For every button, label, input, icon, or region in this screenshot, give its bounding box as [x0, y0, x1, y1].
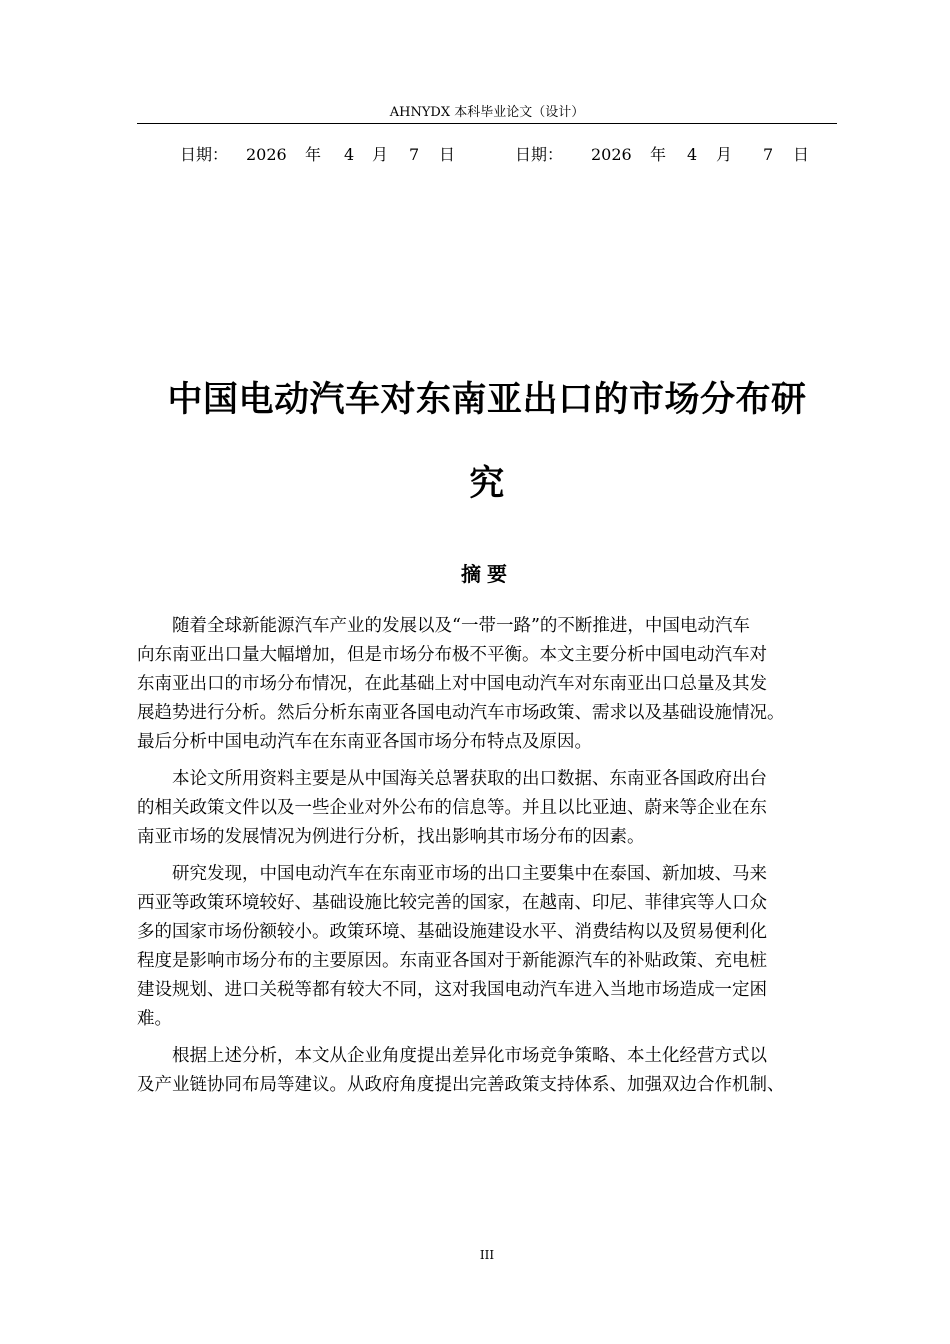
text-line: 向东南亚出口量大幅增加，但是市场分布极不平衡。本文主要分析中国电动汽车对	[137, 645, 767, 665]
date-day-unit: 日	[439, 145, 456, 164]
date-month-unit: 月	[372, 145, 389, 164]
thesis-title	[137, 358, 837, 526]
abstract-paragraph-3	[137, 860, 837, 1034]
text-line: 多的国家市场份额较小。政策环境、基础设施建设水平、消费结构以及贸易便利化	[137, 922, 767, 942]
date-day: 7	[409, 145, 420, 164]
page-number: III	[479, 1248, 495, 1262]
date-year: 2026	[591, 145, 632, 164]
date-day: 7	[763, 145, 774, 164]
abstract-body	[137, 612, 837, 1108]
text-line: 展趋势进行分析。然后分析东南亚各国电动汽车市场政策、需求以及基础设施情况。	[137, 703, 785, 723]
date-month: 4	[687, 145, 698, 164]
text-line: 程度是影响市场分布的主要原因。东南亚各国对于新能源汽车的补贴政策、充电桩	[137, 951, 767, 971]
date-year-unit: 年	[650, 145, 667, 164]
date-year-unit: 年	[305, 145, 322, 164]
date-row-right	[0, 144, 810, 166]
text-line: 研究发现，中国电动汽车在东南亚市场的出口主要集中在泰国、新加坡、马来	[172, 864, 767, 884]
header-rule	[137, 123, 837, 124]
text-line: 最后分析中国电动汽车在东南亚各国市场分布特点及原因。	[137, 732, 592, 752]
text-line: 建设规划、进口关税等都有较大不同，这对我国电动汽车进入当地市场造成一定困	[137, 980, 767, 1000]
abstract-heading: 摘要	[461, 562, 513, 586]
date-month-unit: 月	[716, 145, 733, 164]
text-line: 难。	[137, 1009, 172, 1029]
text-line: 西亚等政策环境较好、基础设施比较完善的国家，在越南、印尼、菲律宾等人口众	[137, 893, 767, 913]
date-label: 日期：	[180, 145, 229, 164]
thesis-title-line-1: 中国电动汽车对东南亚出口的市场分布研	[167, 380, 807, 420]
date-label: 日期：	[515, 145, 564, 164]
abstract-paragraph-1	[137, 612, 837, 757]
text-line: 随着全球新能源汽车产业的发展以及“一带一路”的不断推进，中国电动汽车	[172, 616, 750, 636]
date-day-unit: 日	[793, 145, 810, 164]
date-month: 4	[344, 145, 355, 164]
running-header: AHNYDX 本科毕业论文（设计）	[389, 105, 585, 120]
text-line: 的相关政策文件以及一些企业对外公布的信息等。并且以比亚迪、蔚来等企业在东	[137, 798, 767, 818]
abstract-paragraph-2	[137, 765, 837, 852]
date-year: 2026	[246, 145, 287, 164]
text-line: 根据上述分析，本文从企业角度提出差异化市场竞争策略、本土化经营方式以	[172, 1046, 767, 1066]
text-line: 东南亚出口的市场分布情况，在此基础上对中国电动汽车对东南亚出口总量及其发	[137, 674, 767, 694]
text-line: 及产业链协同布局等建议。从政府角度提出完善政策支持体系、加强双边合作机制、	[137, 1075, 785, 1095]
text-line: 南亚市场的发展情况为例进行分析，找出影响其市场分布的因素。	[137, 827, 645, 847]
text-line: 本论文所用资料主要是从中国海关总署获取的出口数据、东南亚各国政府出台	[172, 769, 767, 789]
thesis-title-line-2: 究	[469, 464, 505, 504]
abstract-paragraph-4	[137, 1042, 837, 1100]
